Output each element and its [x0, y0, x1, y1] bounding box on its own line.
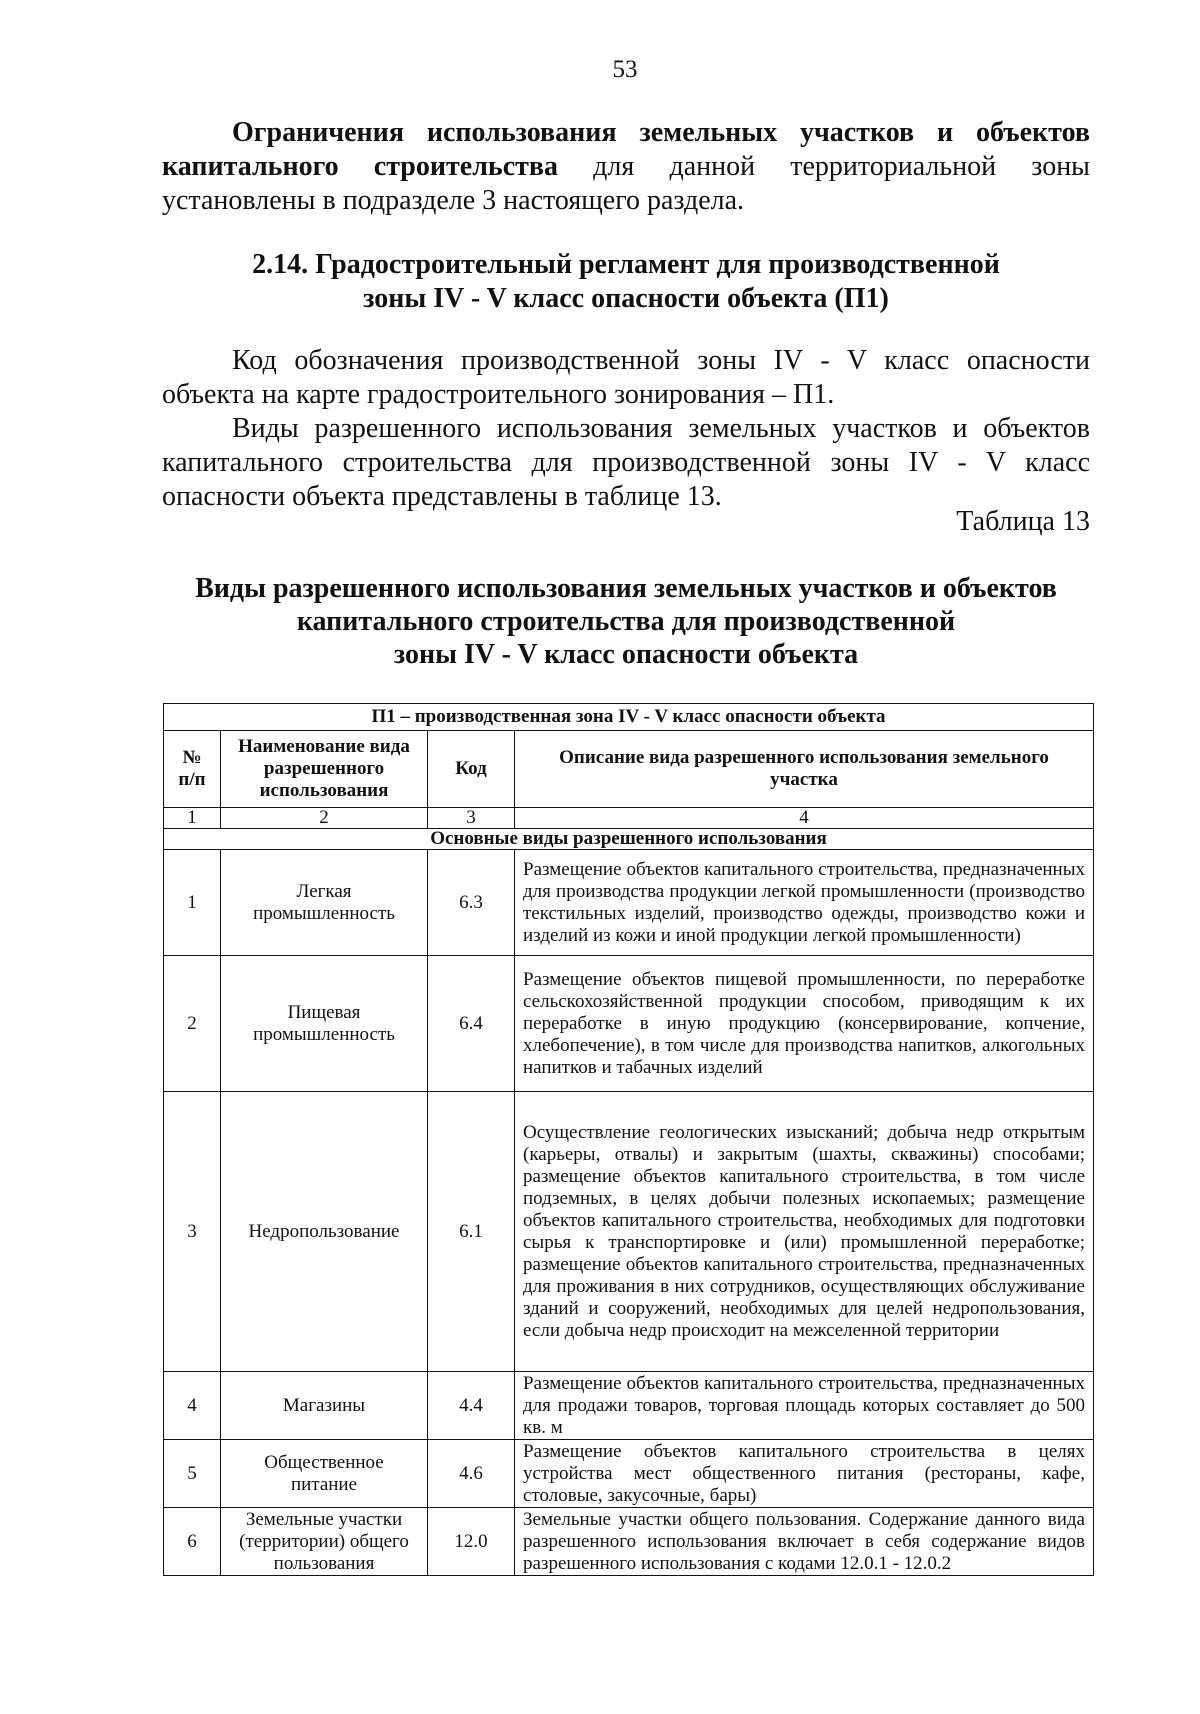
restrictions-paragraph	[162, 116, 1090, 218]
row-code: 6.3	[428, 850, 515, 956]
row-name: Земельные участки (территории) общего пользования	[221, 1508, 428, 1576]
column-number: 1	[164, 808, 221, 829]
row-num: 2	[164, 956, 221, 1092]
column-header-name: Наименование вида разрешенного использования	[221, 731, 428, 808]
table-row	[164, 1440, 1094, 1508]
row-desc: Размещение объектов пищевой промышленности, по переработке сельскохозяйственной продукции способом, приводящим к их переработке в иную продукцию (консервирование, копчение, хлебопечение), в том числе для производства напитков, алкогольных напитков и табачных изделий	[515, 956, 1094, 1092]
row-num: 3	[164, 1092, 221, 1372]
permitted-uses-line-1: Виды разрешенного использования земельных участков и объектов	[232, 413, 1090, 444]
row-num: 6	[164, 1508, 221, 1576]
row-code: 4.4	[428, 1372, 515, 1440]
restrictions-line-1: Ограничения использования земельных участков и объектов	[232, 117, 1090, 148]
zone-code-line-1: Код обозначения производственной зоны IV - V класс опасности	[232, 345, 1090, 376]
zone-code-paragraph	[162, 344, 1090, 412]
column-number: 4	[515, 808, 1094, 829]
row-code: 4.6	[428, 1440, 515, 1508]
row-desc: Осуществление геологических изысканий; добыча недр открытым (карьеры, отвалы) и закрытым (шахты, скважины) способами; размещение объектов капитального строительства, в том числе подземных, в целях добычи полезных ископаемых; размещение объектов капитального строительства, необходимых для подготовки сырья к транспортировке и (или) промышленной переработке; размещение объектов капитального строительства, предназначенных для проживания в них сотрудников, осуществляющих обслуживание зданий и сооружений, необходимых для целей недропользования, если добыча недр происходит на межселенной территории	[515, 1092, 1094, 1372]
table-row	[164, 956, 1094, 1092]
row-name: Общественное питание	[221, 1440, 428, 1508]
permitted-uses-table	[163, 703, 1094, 1576]
permitted-uses-line-2: капитального строительства для производственной зоны IV - V класс	[162, 447, 1090, 478]
section-title-line-1: 2.14. Градостроительный регламент для производственной	[252, 249, 1000, 280]
restrictions-line-2-rest: для данной территориальной зоны	[558, 151, 1090, 182]
column-number: 3	[428, 808, 515, 829]
column-header-num: № п/п	[164, 731, 221, 808]
permitted-uses-line-3: опасности объекта представлены в таблице 13.	[162, 481, 722, 512]
row-desc: Земельные участки общего пользования. Содержание данного вида разрешенного использования включает в себя содержание видов разрешенного использования с кодами 12.0.1 - 12.0.2	[515, 1508, 1094, 1576]
row-num: 1	[164, 850, 221, 956]
row-code: 12.0	[428, 1508, 515, 1576]
group-header: Основные виды разрешенного использования	[164, 829, 1094, 850]
group-header-row	[164, 829, 1094, 850]
table-title-line-3: зоны IV - V класс опасности объекта	[393, 639, 859, 670]
restrictions-line-2	[162, 150, 1090, 184]
column-header-desc: Описание вида разрешенного использования земельного участка	[515, 731, 1094, 808]
section-title-line-2: зоны IV - V класс опасности объекта (П1)	[363, 283, 889, 314]
row-num: 5	[164, 1440, 221, 1508]
page-number: 53	[612, 56, 638, 83]
zone-header-row	[164, 704, 1094, 731]
table-title-line-2: капитального строительства для производственной	[296, 606, 956, 637]
row-num: 4	[164, 1372, 221, 1440]
table-title-line-1: Виды разрешенного использования земельных участков и объектов	[195, 573, 1057, 604]
row-desc: Размещение объектов капитального строительства, предназначенных для производства продукции легкой промышленности (производство текстильных изделий, производство одежды, производство кожи и изделий из кожи и иной продукции легкой промышленности)	[515, 850, 1094, 956]
table-title	[162, 572, 1090, 671]
permitted-uses-paragraph	[162, 412, 1090, 514]
zone-header: П1 – производственная зона IV - V класс опасности объекта	[164, 704, 1094, 731]
column-number-row	[164, 808, 1094, 829]
table-row	[164, 850, 1094, 956]
column-header-code: Код	[428, 731, 515, 808]
row-desc: Размещение объектов капитального строительства, предназначенных для продажи товаров, торговая площадь которых составляет до 500 кв. м	[515, 1372, 1094, 1440]
row-name: Недропользование	[221, 1092, 428, 1372]
column-header-row	[164, 731, 1094, 808]
table-row	[164, 1508, 1094, 1576]
table-row	[164, 1372, 1094, 1440]
row-desc: Размещение объектов капитального строительства в целях устройства мест общественного питания (рестораны, кафе, столовые, закусочные, бары)	[515, 1440, 1094, 1508]
table-row	[164, 1092, 1094, 1372]
row-code: 6.4	[428, 956, 515, 1092]
table-caption: Таблица 13	[956, 506, 1090, 537]
restrictions-line-2-bold: капитального строительства	[162, 151, 559, 182]
row-code: 6.1	[428, 1092, 515, 1372]
section-title	[162, 248, 1090, 316]
zone-code-line-2: объекта на карте градостроительного зонирования – П1.	[162, 379, 835, 410]
row-name: Магазины	[221, 1372, 428, 1440]
restrictions-line-3: установлены в подразделе 3 настоящего раздела.	[162, 185, 745, 216]
column-number: 2	[221, 808, 428, 829]
row-name: Легкая промышленность	[221, 850, 428, 956]
row-name: Пищевая промышленность	[221, 956, 428, 1092]
